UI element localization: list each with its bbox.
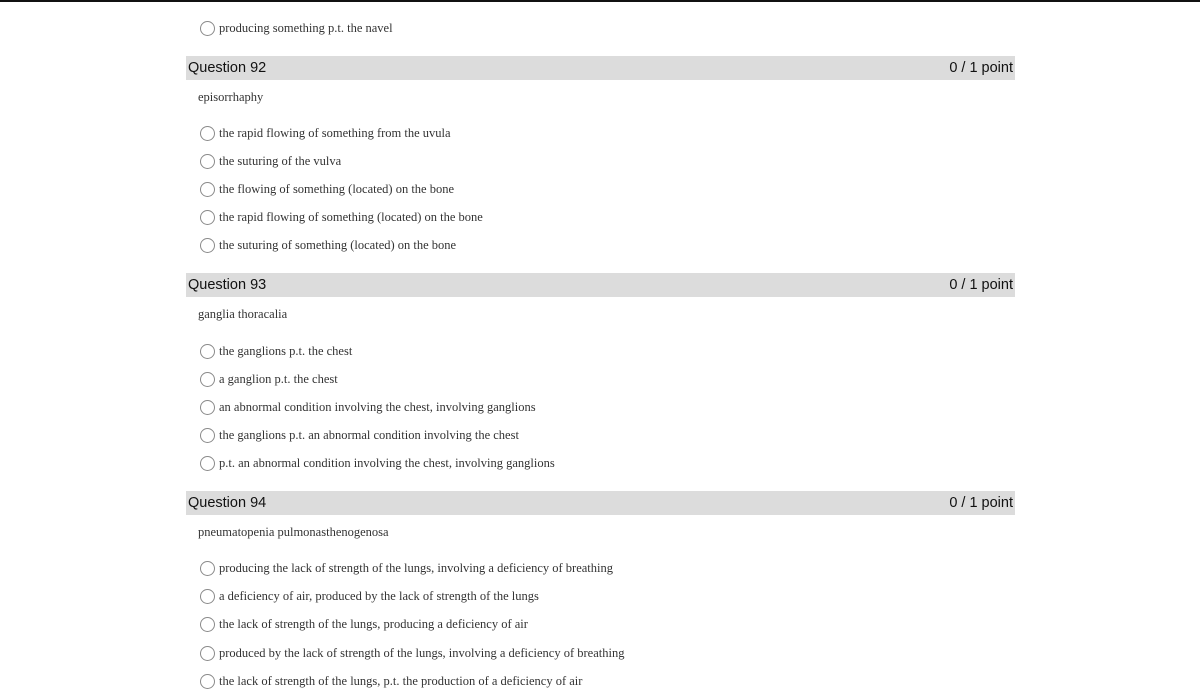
question-title: Question 93 [188,277,267,293]
question-header [186,56,1015,80]
radio-button[interactable] [200,372,215,387]
radio-button[interactable] [200,182,215,197]
question-title: Question 92 [188,60,267,76]
question-header [186,491,1015,515]
option-label: the suturing of the vulva [219,153,342,168]
question-stem: pneumatopenia pulmonasthenogenosa [198,525,389,539]
answer-option[interactable] [200,613,528,635]
option-label: producing the lack of strength of the lungs, involving a deficiency of breathing [219,560,613,575]
question-stem: ganglia thoracalia [198,307,288,321]
radio-button[interactable] [200,238,215,253]
answer-option[interactable] [200,206,483,228]
question-title: Question 94 [188,495,267,511]
question-stem: episorrhaphy [198,90,264,104]
answer-option[interactable] [200,424,519,446]
option-label: a deficiency of air, produced by the lack of strength of the lungs [219,588,539,603]
radio-button[interactable] [200,456,215,471]
radio-button[interactable] [200,646,215,661]
answer-option[interactable] [200,585,539,607]
radio-button[interactable] [200,154,215,169]
option-label: a ganglion p.t. the chest [219,371,338,386]
answer-option[interactable] [200,340,352,362]
option-label: the suturing of something (located) on the bone [219,237,457,252]
option-label: the flowing of something (located) on the bone [219,181,455,196]
question-score: 0 / 1 point [949,277,1013,293]
question-score: 0 / 1 point [949,495,1013,511]
radio-button[interactable] [200,589,215,604]
answer-option[interactable] [200,642,624,664]
answer-option[interactable] [200,17,393,39]
option-label: producing something p.t. the navel [219,20,393,35]
option-label: the rapid flowing of something (located) on the bone [219,209,483,224]
radio-button[interactable] [200,400,215,415]
option-label: p.t. an abnormal condition involving the chest, involving ganglions [219,455,555,470]
answer-option[interactable] [200,368,338,390]
radio-button[interactable] [200,21,215,36]
radio-button[interactable] [200,126,215,141]
answer-option[interactable] [200,670,582,692]
answer-option[interactable] [200,122,451,144]
option-label: the ganglions p.t. an abnormal condition involving the chest [219,427,519,442]
option-label: the lack of strength of the lungs, producing a deficiency of air [219,616,528,631]
radio-button[interactable] [200,210,215,225]
top-border [0,0,1200,2]
option-label: produced by the lack of strength of the lungs, involving a deficiency of breathing [219,645,625,660]
radio-button[interactable] [200,428,215,443]
option-label: the lack of strength of the lungs, p.t. the production of a deficiency of air [219,673,583,688]
option-label: an abnormal condition involving the chest, involving ganglions [219,399,536,414]
radio-button[interactable] [200,674,215,689]
radio-button[interactable] [200,617,215,632]
answer-option[interactable] [200,178,454,200]
answer-option[interactable] [200,557,613,579]
radio-button[interactable] [200,561,215,576]
answer-option[interactable] [200,234,456,256]
radio-button[interactable] [200,344,215,359]
question-header [186,273,1015,297]
option-label: the ganglions p.t. the chest [219,343,353,358]
question-score: 0 / 1 point [949,60,1013,76]
answer-option[interactable] [200,452,555,474]
answer-option[interactable] [200,396,536,418]
option-label: the rapid flowing of something from the uvula [219,125,451,140]
answer-option[interactable] [200,150,341,172]
